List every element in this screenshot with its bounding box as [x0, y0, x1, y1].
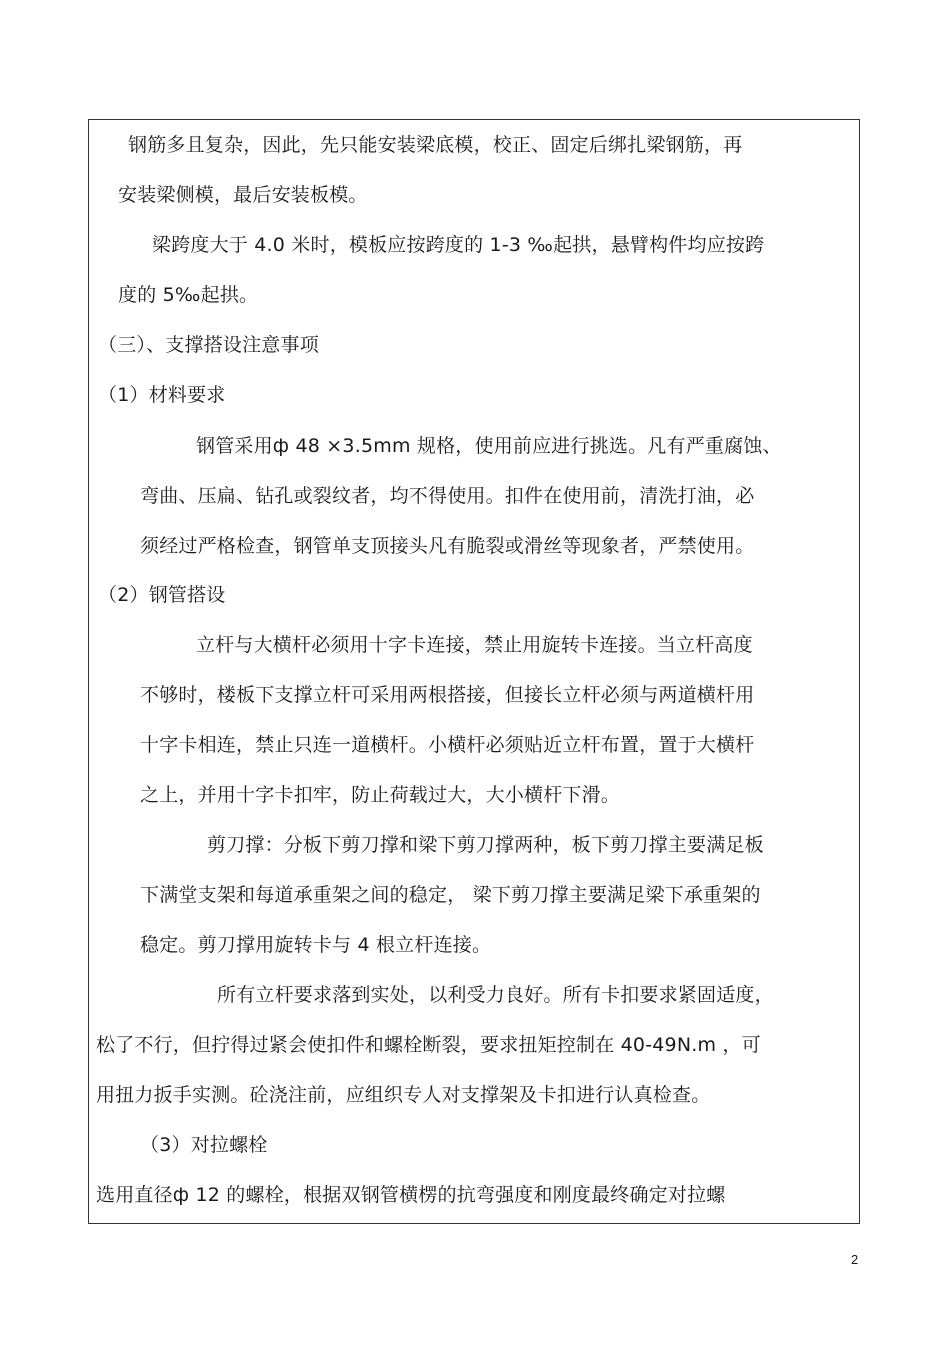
text-line-13: 十字卡相连，禁止只连一道横杆。小横杆必须贴近立杆布置，置于大横杆: [140, 734, 755, 756]
text-line-1: 钢筋多且复杂，因此，先只能安装梁底模，校正、固定后绑扎梁钢筋，再: [128, 134, 743, 156]
text-line-19: 松了不行，但拧得过紧会使扣件和螺栓断裂，要求扭矩控制在 40-49N.m ，可: [96, 1034, 761, 1056]
subheading-tie-bolt: （3）对拉螺栓: [140, 1134, 268, 1156]
text-line-7: 钢管采用ф 48 ×3.5mm 规格，使用前应进行挑选。凡有严重腐蚀、: [196, 435, 782, 457]
text-line-2: 安装梁侧模，最后安装板模。: [118, 184, 368, 206]
page-number: 2: [851, 1252, 859, 1267]
text-line-14: 之上，并用十字卡扣牢，防止荷载过大，大小横杆下滑。: [140, 784, 621, 806]
text-line-22: 选用直径ф 12 的螺栓，根据双钢管横楞的抗弯强度和刚度最终确定对拉螺: [96, 1184, 726, 1206]
text-line-12: 不够时，楼板下支撑立杆可采用两根搭接，但接长立杆必须与两道横杆用: [140, 684, 755, 706]
text-line-16: 下满堂支架和每道承重架之间的稳定， 梁下剪刀撑主要满足梁下承重架的: [140, 884, 761, 906]
text-line-20: 用扭力扳手实测。砼浇注前，应组织专人对支撑架及卡扣进行认真检查。: [96, 1084, 711, 1106]
subheading-steel-pipe: （2）钢管搭设: [98, 584, 226, 606]
text-line-4: 度的 5‰起拱。: [118, 284, 259, 306]
text-line-3: 梁跨度大于 4.0 米时，模板应按跨度的 1-3 ‰起拱，悬臂构件均应按跨: [152, 234, 765, 256]
text-line-9: 须经过严格检查，钢管单支顶接头凡有脆裂或滑丝等现象者，严禁使用。: [140, 535, 755, 557]
text-line-11: 立杆与大横杆必须用十字卡连接，禁止用旋转卡连接。当立杆高度: [196, 634, 753, 656]
text-line-18: 所有立杆要求落到实处，以利受力良好。所有卡扣要求紧固适度，: [217, 984, 774, 1006]
section-heading-3: （三）、支撑搭设注意事项: [98, 334, 319, 356]
text-line-15: 剪刀撑：分板下剪刀撑和梁下剪刀撑两种，板下剪刀撑主要满足板: [207, 834, 764, 856]
subheading-material: （1）材料要求: [98, 384, 226, 406]
text-line-8: 弯曲、压扁、钻孔或裂纹者，均不得使用。扣件在使用前，清洗打油，必: [140, 485, 755, 507]
text-line-17: 稳定。剪刀撑用旋转卡与 4 根立杆连接。: [140, 934, 492, 956]
